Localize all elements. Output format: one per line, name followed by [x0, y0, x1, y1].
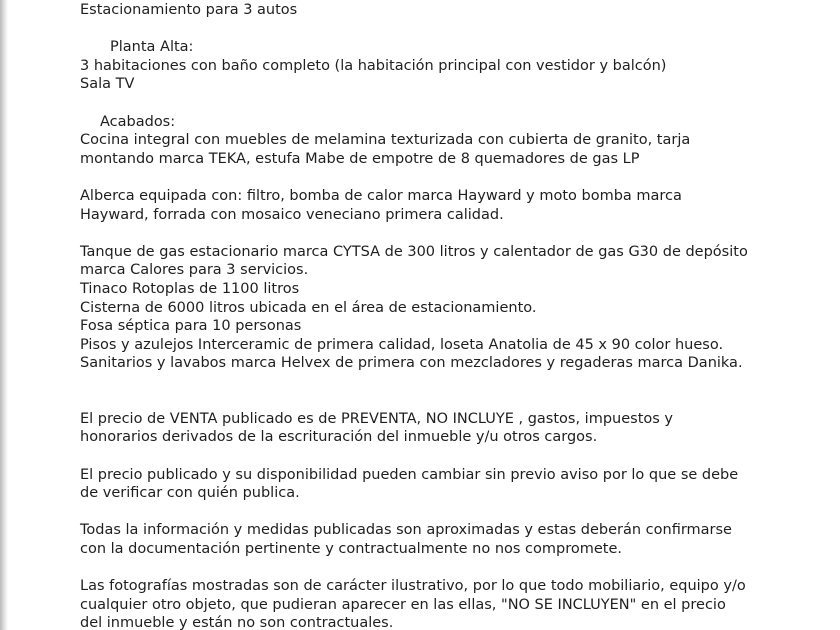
utilities-line: Cisterna de 6000 litros ubicada en el área de estacionamiento.	[80, 299, 537, 316]
disclaimer-line: con la documentación pertinente y contractualmente no nos compromete.	[80, 541, 623, 558]
spacer	[80, 20, 800, 39]
utilities-line: Tanque de gas estacionario marca CYTSA de 300 litros y calentador de gas G30 de depósito	[80, 243, 748, 260]
upper-floor-line: Sala TV	[80, 76, 135, 93]
disclaimer-line: Las fotografías mostradas son de carácter ilustrativo, por lo que todo mobiliario, equipo y/o	[80, 578, 746, 595]
utilities-line: Pisos y azulejos Interceramic de primera calidad, loseta Anatolia de 45 x 90 color hueso.	[80, 336, 724, 353]
utilities-line: marca Calores para 3 servicios.	[80, 262, 309, 279]
finishes-heading: Acabados:	[100, 113, 176, 130]
upper-floor-line: 3 habitaciones con baño completo (la habitación principal con vestidor y balcón)	[80, 57, 667, 74]
upper-floor-heading: Planta Alta:	[110, 39, 194, 56]
spacer	[80, 373, 800, 410]
disclaimer-line: honorarios derivados de la escrituración del inmueble y/u otros cargos.	[80, 429, 598, 446]
disclaimer-line: El precio publicado y su disponibilidad pueden cambiar sin previo aviso por lo que se debe	[80, 466, 739, 483]
spacer	[80, 447, 800, 466]
listing-description	[80, 1, 800, 630]
spacer	[80, 503, 800, 522]
pool-line: Alberca equipada con: filtro, bomba de calor marca Hayward y moto bomba marca	[80, 187, 682, 204]
utilities-line: Fosa séptica para 10 personas	[80, 318, 302, 335]
utilities-line: Tinaco Rotoplas de 1100 litros	[80, 280, 300, 297]
utilities-line: Sanitarios y lavabos marca Helvex de primera con mezcladores y regaderas marca Danika.	[80, 355, 743, 372]
disclaimer-line: de verificar con quién publica.	[80, 485, 300, 502]
spacer	[80, 224, 800, 243]
kitchen-line: Cocina integral con muebles de melamina texturizada con cubierta de granito, tarja	[80, 132, 691, 149]
disclaimer-line: cualquier otro objeto, que pudieran aparecer en las ellas, "NO SE INCLUYEN" en el precio	[80, 596, 726, 613]
pool-line: Hayward, forrada con mosaico veneciano primera calidad.	[80, 206, 504, 223]
disclaimer-line: del inmueble y están no son contractuales.	[80, 615, 394, 630]
disclaimer-line: Todas la información y medidas publicadas son aproximadas y estas deberán confirmarse	[80, 522, 732, 539]
kitchen-line: montando marca TEKA, estufa Mabe de empotre de 8 quemadores de gas LP	[80, 150, 640, 167]
spacer	[80, 559, 800, 578]
disclaimer-line: El precio de VENTA publicado es de PREVENTA, NO INCLUYE , gastos, impuestos y	[80, 410, 673, 427]
left-edge-shadow	[0, 0, 8, 630]
spacer	[80, 168, 800, 187]
parking-line: Estacionamiento para 3 autos	[80, 2, 298, 18]
spacer	[80, 94, 800, 113]
